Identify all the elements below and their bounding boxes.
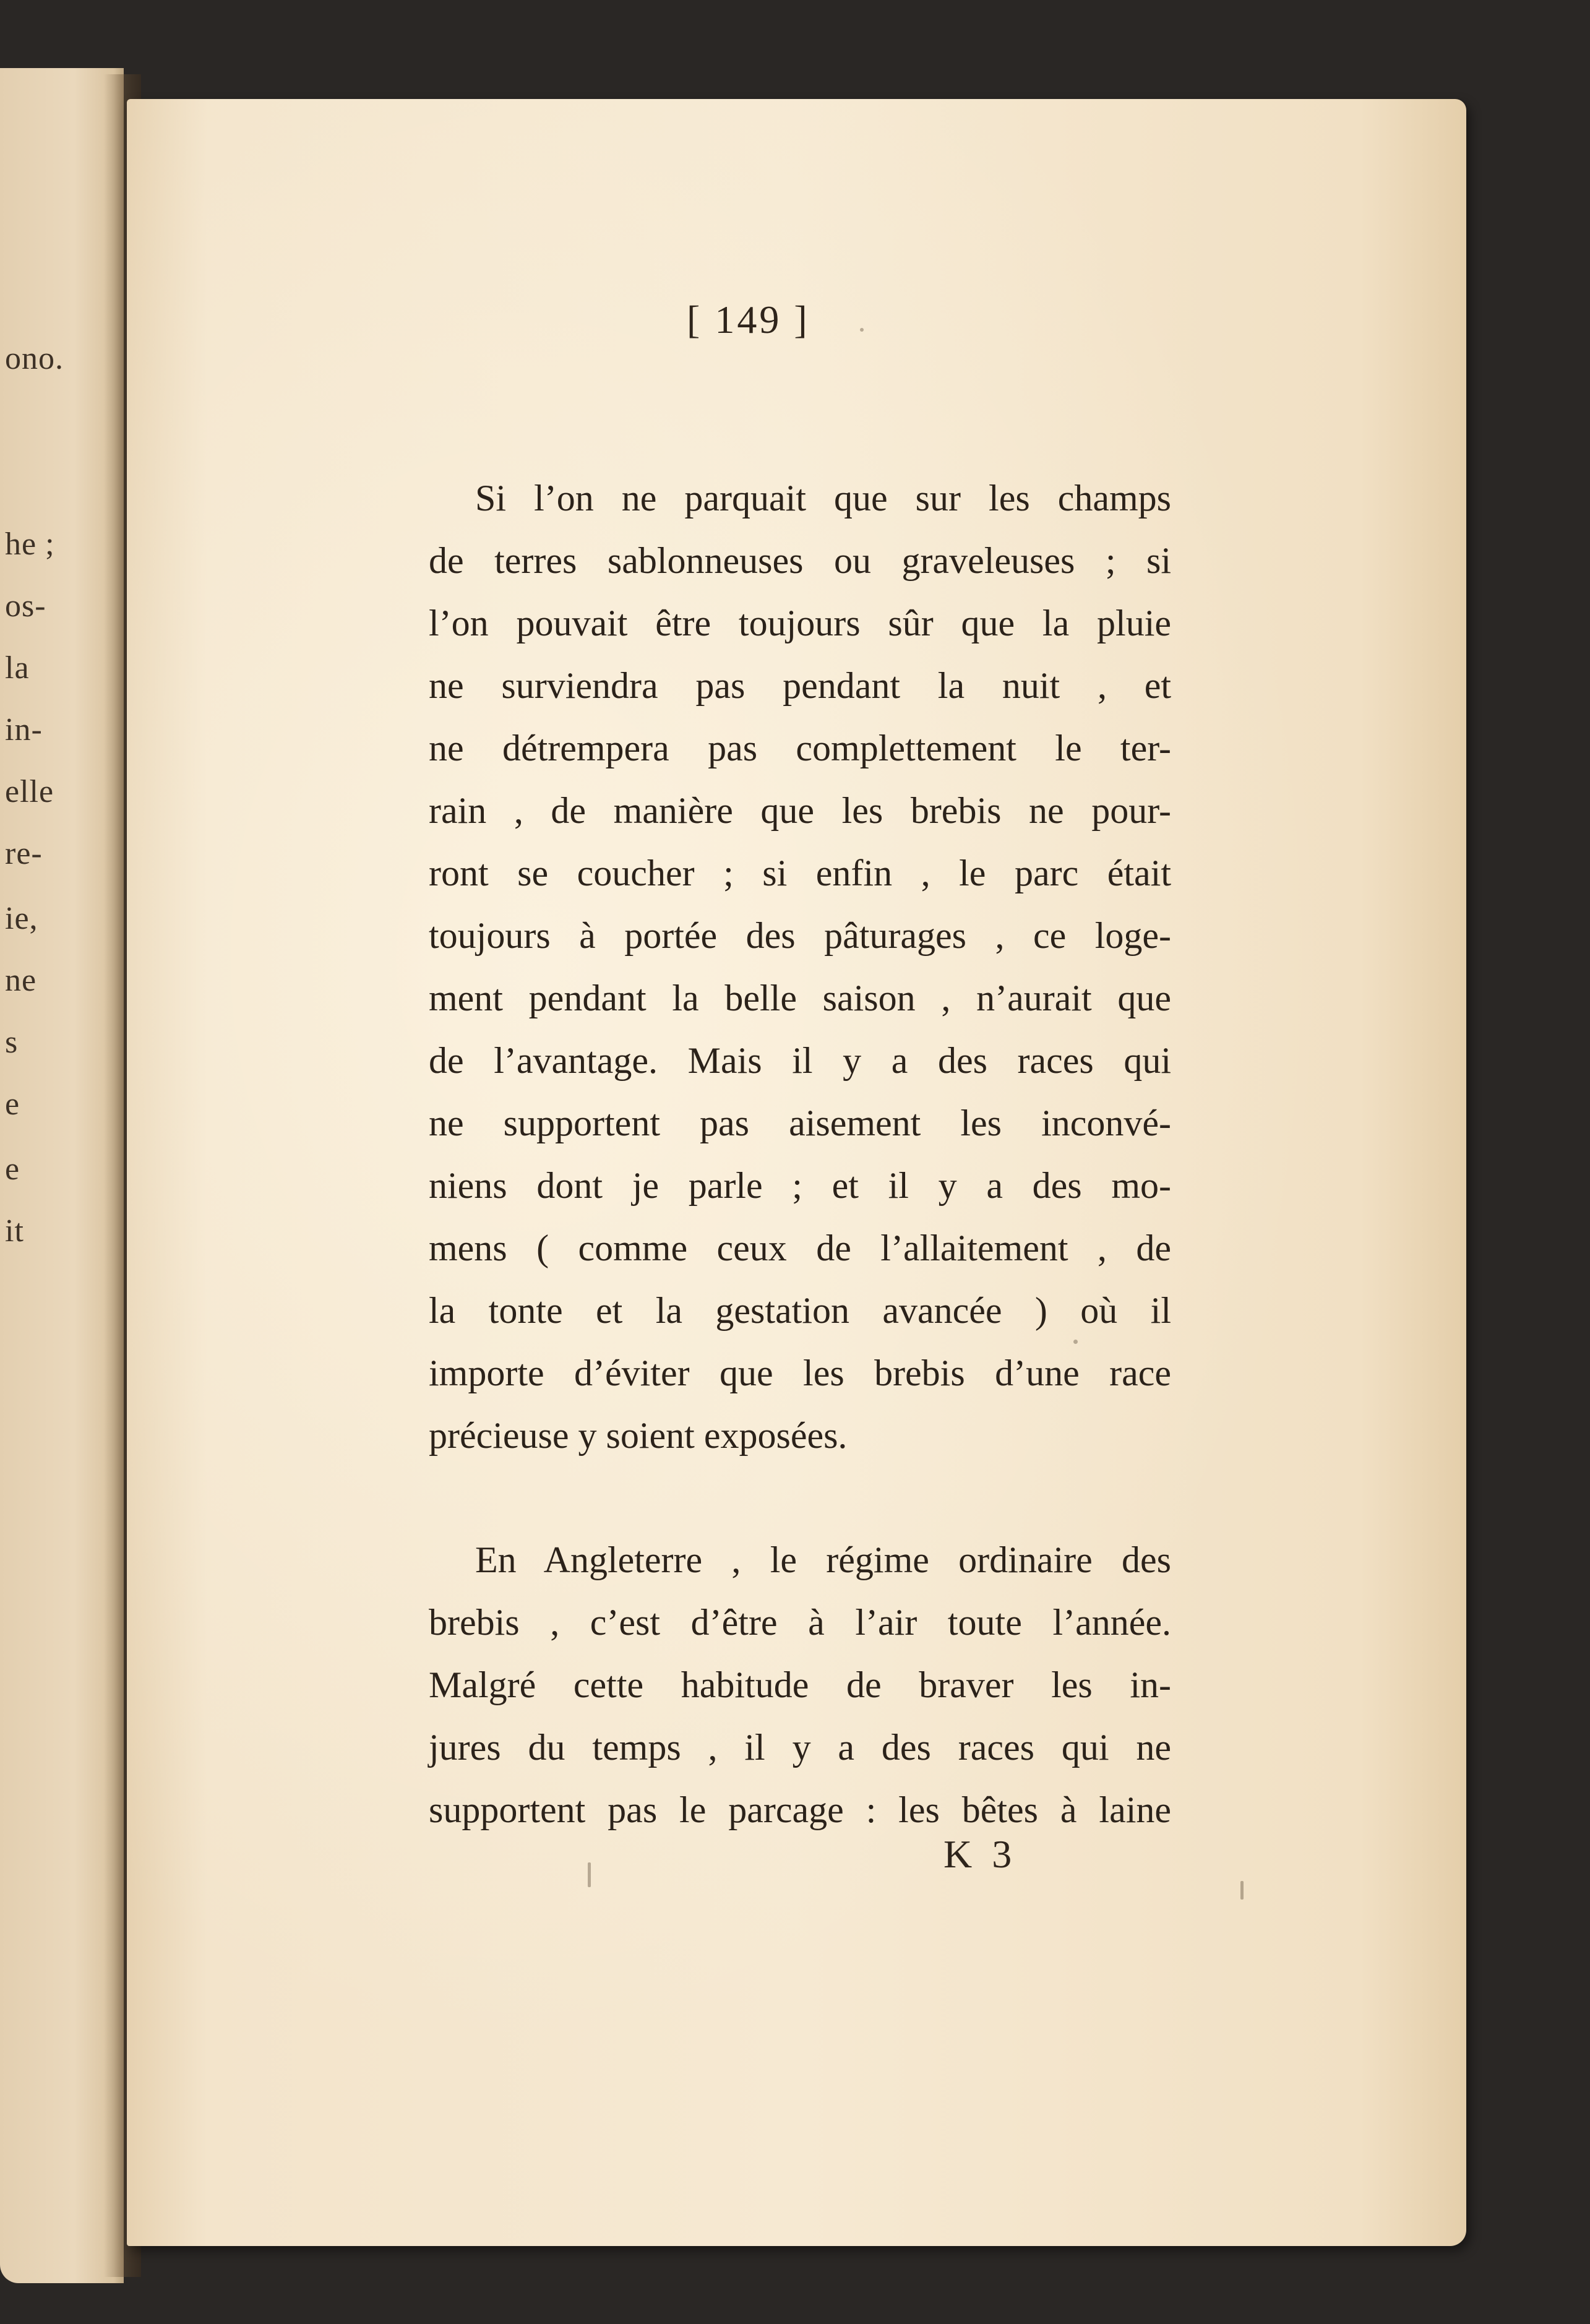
text-line: Malgré cette habitude de braver les in- (429, 1664, 1171, 1705)
paper-speck (860, 328, 864, 332)
text-line: de l’avantage. Mais il y a des races qui (429, 1040, 1171, 1081)
left-page-fragment-text: he ; (5, 527, 55, 562)
left-page-fragment-text: e (5, 1087, 20, 1122)
paragraph-gap (429, 1467, 1171, 1529)
left-page-fragment-text: ne (5, 963, 37, 998)
left-page-fragment-text: it (5, 1213, 24, 1249)
text-line: Si l’on ne parquait que sur les champs (475, 478, 1171, 519)
page-number-header: [ 149 ] (687, 298, 810, 342)
text-line: précieuse y soient exposées. (429, 1415, 848, 1456)
text-line: En Angleterre , le régime ordinaire des (475, 1539, 1171, 1580)
text-line: rain , de manière que les brebis ne pour- (429, 790, 1171, 831)
book-page (127, 99, 1466, 2246)
text-line: mens ( comme ceux de l’allaitement , de (429, 1228, 1171, 1268)
text-line: toujours à portée des pâturages , ce loge- (429, 915, 1171, 956)
signature-mark: K 3 (943, 1832, 1017, 1876)
left-page-fragment-text: elle (5, 774, 54, 809)
text-line: ne supportent pas aisement les inconvé- (429, 1103, 1171, 1143)
text-line: importe d’éviter que les brebis d’une race (429, 1353, 1171, 1393)
text-line: de terres sablonneuses ou graveleuses ; si (429, 540, 1171, 581)
text-line: brebis , c’est d’être à l’air toute l’année. (429, 1602, 1171, 1643)
left-page-fragment-text: s (5, 1025, 19, 1060)
left-page-fragment-text: e (5, 1151, 20, 1187)
left-page-fragment-text: la (5, 650, 30, 686)
text-line: niens dont je parle ; et il y a des mo- (429, 1165, 1171, 1206)
text-line: ne détrempera pas complettement le ter- (429, 728, 1171, 768)
text-line: ront se coucher ; si enfin , le parc était (429, 853, 1171, 893)
text-line: jures du temps , il y a des races qui ne (429, 1727, 1171, 1768)
text-line: ment pendant la belle saison , n’aurait que (429, 978, 1171, 1018)
paper-speck (588, 1862, 591, 1887)
left-page-fragment-text: in- (5, 712, 43, 747)
paper-speck (1073, 1340, 1078, 1344)
text-line: supportent pas le parcage : les bêtes à laine (429, 1789, 1171, 1830)
left-page-fragment-text: os- (5, 588, 46, 624)
left-page-fragment-text: ie, (5, 901, 38, 936)
paper-speck (1240, 1881, 1244, 1900)
page-text-body (429, 467, 1171, 1841)
left-page-fragment-text: re- (5, 836, 43, 871)
left-page-fragment-text: ono. (5, 341, 64, 376)
text-line: la tonte et la gestation avancée ) où il (429, 1290, 1171, 1331)
text-line: ne surviendra pas pendant la nuit , et (429, 665, 1171, 706)
text-line: l’on pouvait être toujours sûr que la pluie (429, 603, 1171, 643)
